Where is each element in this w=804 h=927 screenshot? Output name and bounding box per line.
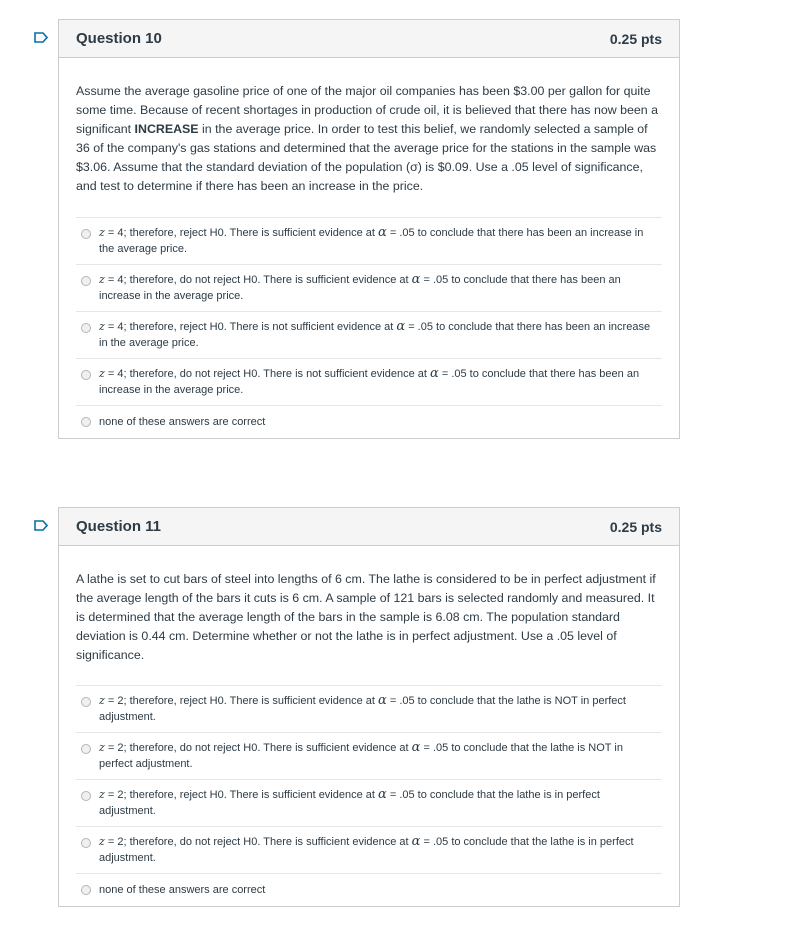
- radio-icon[interactable]: [81, 838, 91, 848]
- answer-option[interactable]: [76, 312, 662, 359]
- answer-option[interactable]: [76, 359, 662, 406]
- answer-option[interactable]: [76, 780, 662, 827]
- question-text: Assume the average gasoline price of one of the major oil companies has been $3.00 per gallon for quite some time. Because of recent shortages in production of crude oil, it is believed that there has now been a significant INCREASE in the average price. In order to test this belief, we randomly selected a sample of 36 of the company's gas stations and determined that the average price for the stations in the sample was $3.06. Assume that the standard deviation of the population (σ) is $0.09. Use a .05 level of significance, and test to determine if there has been an increase in the price.: [76, 84, 659, 194]
- answer-text: none of these answers are correct: [99, 884, 266, 897]
- radio-icon[interactable]: [81, 276, 91, 286]
- answer-option[interactable]: [76, 874, 662, 906]
- radio-icon[interactable]: [81, 417, 91, 427]
- question-title: Question 11: [76, 518, 162, 535]
- answer-text: z = 2; therefore, reject H0. There is sufficient evidence at α = .05 to conclude that the lathe is NOT in perfect adjustment.: [99, 693, 626, 724]
- answer-text: none of these answers are correct: [99, 415, 266, 428]
- answer-option[interactable]: [76, 218, 662, 265]
- answer-option[interactable]: [76, 827, 662, 874]
- question-header: [59, 508, 679, 546]
- radio-icon[interactable]: [81, 791, 91, 801]
- answer-option[interactable]: [76, 265, 662, 312]
- radio-icon[interactable]: [81, 697, 91, 707]
- answer-text: z = 2; therefore, do not reject H0. There is sufficient evidence at α = .05 to conclude that the lathe is in perfect adjustment.: [99, 834, 634, 865]
- question-title: Question 10: [76, 30, 162, 47]
- radio-icon[interactable]: [81, 370, 91, 380]
- answer-text: z = 4; therefore, do not reject H0. There is sufficient evidence at α = .05 to conclude that there has been an increase in the average price.: [99, 271, 621, 302]
- answer-option[interactable]: [76, 733, 662, 780]
- flag-question-10-icon[interactable]: [34, 32, 48, 43]
- answer-option[interactable]: [76, 406, 662, 438]
- answer-text: z = 2; therefore, reject H0. There is sufficient evidence at α = .05 to conclude that the lathe is in perfect adjustment.: [99, 787, 600, 818]
- radio-icon[interactable]: [81, 229, 91, 239]
- answer-list: [76, 217, 662, 438]
- answer-text: z = 4; therefore, reject H0. There is not sufficient evidence at α = .05 to conclude that there has been an increase in the average price.: [99, 318, 651, 349]
- radio-icon[interactable]: [81, 744, 91, 754]
- answer-text: z = 4; therefore, do not reject H0. There is not sufficient evidence at α = .05 to conclude that there has been an increase in the average price.: [99, 365, 640, 396]
- question-header: [59, 20, 679, 58]
- flag-question-11-icon[interactable]: [34, 520, 48, 531]
- question-10-card: [58, 19, 680, 439]
- radio-icon[interactable]: [81, 323, 91, 333]
- question-points: 0.25 pts: [609, 518, 662, 535]
- radio-icon[interactable]: [81, 885, 91, 895]
- answer-option[interactable]: [76, 686, 662, 733]
- question-points: 0.25 pts: [609, 30, 662, 47]
- answer-list: [76, 685, 662, 906]
- question-text: A lathe is set to cut bars of steel into lengths of 6 cm. The lathe is considered to be in perfect adjustment if the average length of the bars it cuts is 6 cm. A sample of 121 bars is selected randomly and measured. It is determined that the average length of the bars in the sample is 6.08 cm. The population standard deviation is 0.44 cm. Determine whether or not the lathe is in perfect adjustment. Use a .05 level of significance.: [76, 572, 656, 663]
- answer-text: z = 2; therefore, do not reject H0. There is sufficient evidence at α = .05 to conclude that the lathe is NOT in perfect adjustment.: [99, 740, 623, 771]
- answer-text: z = 4; therefore, reject H0. There is sufficient evidence at α = .05 to conclude that there has been an increase in the average price.: [99, 224, 644, 255]
- question-11-card: [58, 507, 680, 907]
